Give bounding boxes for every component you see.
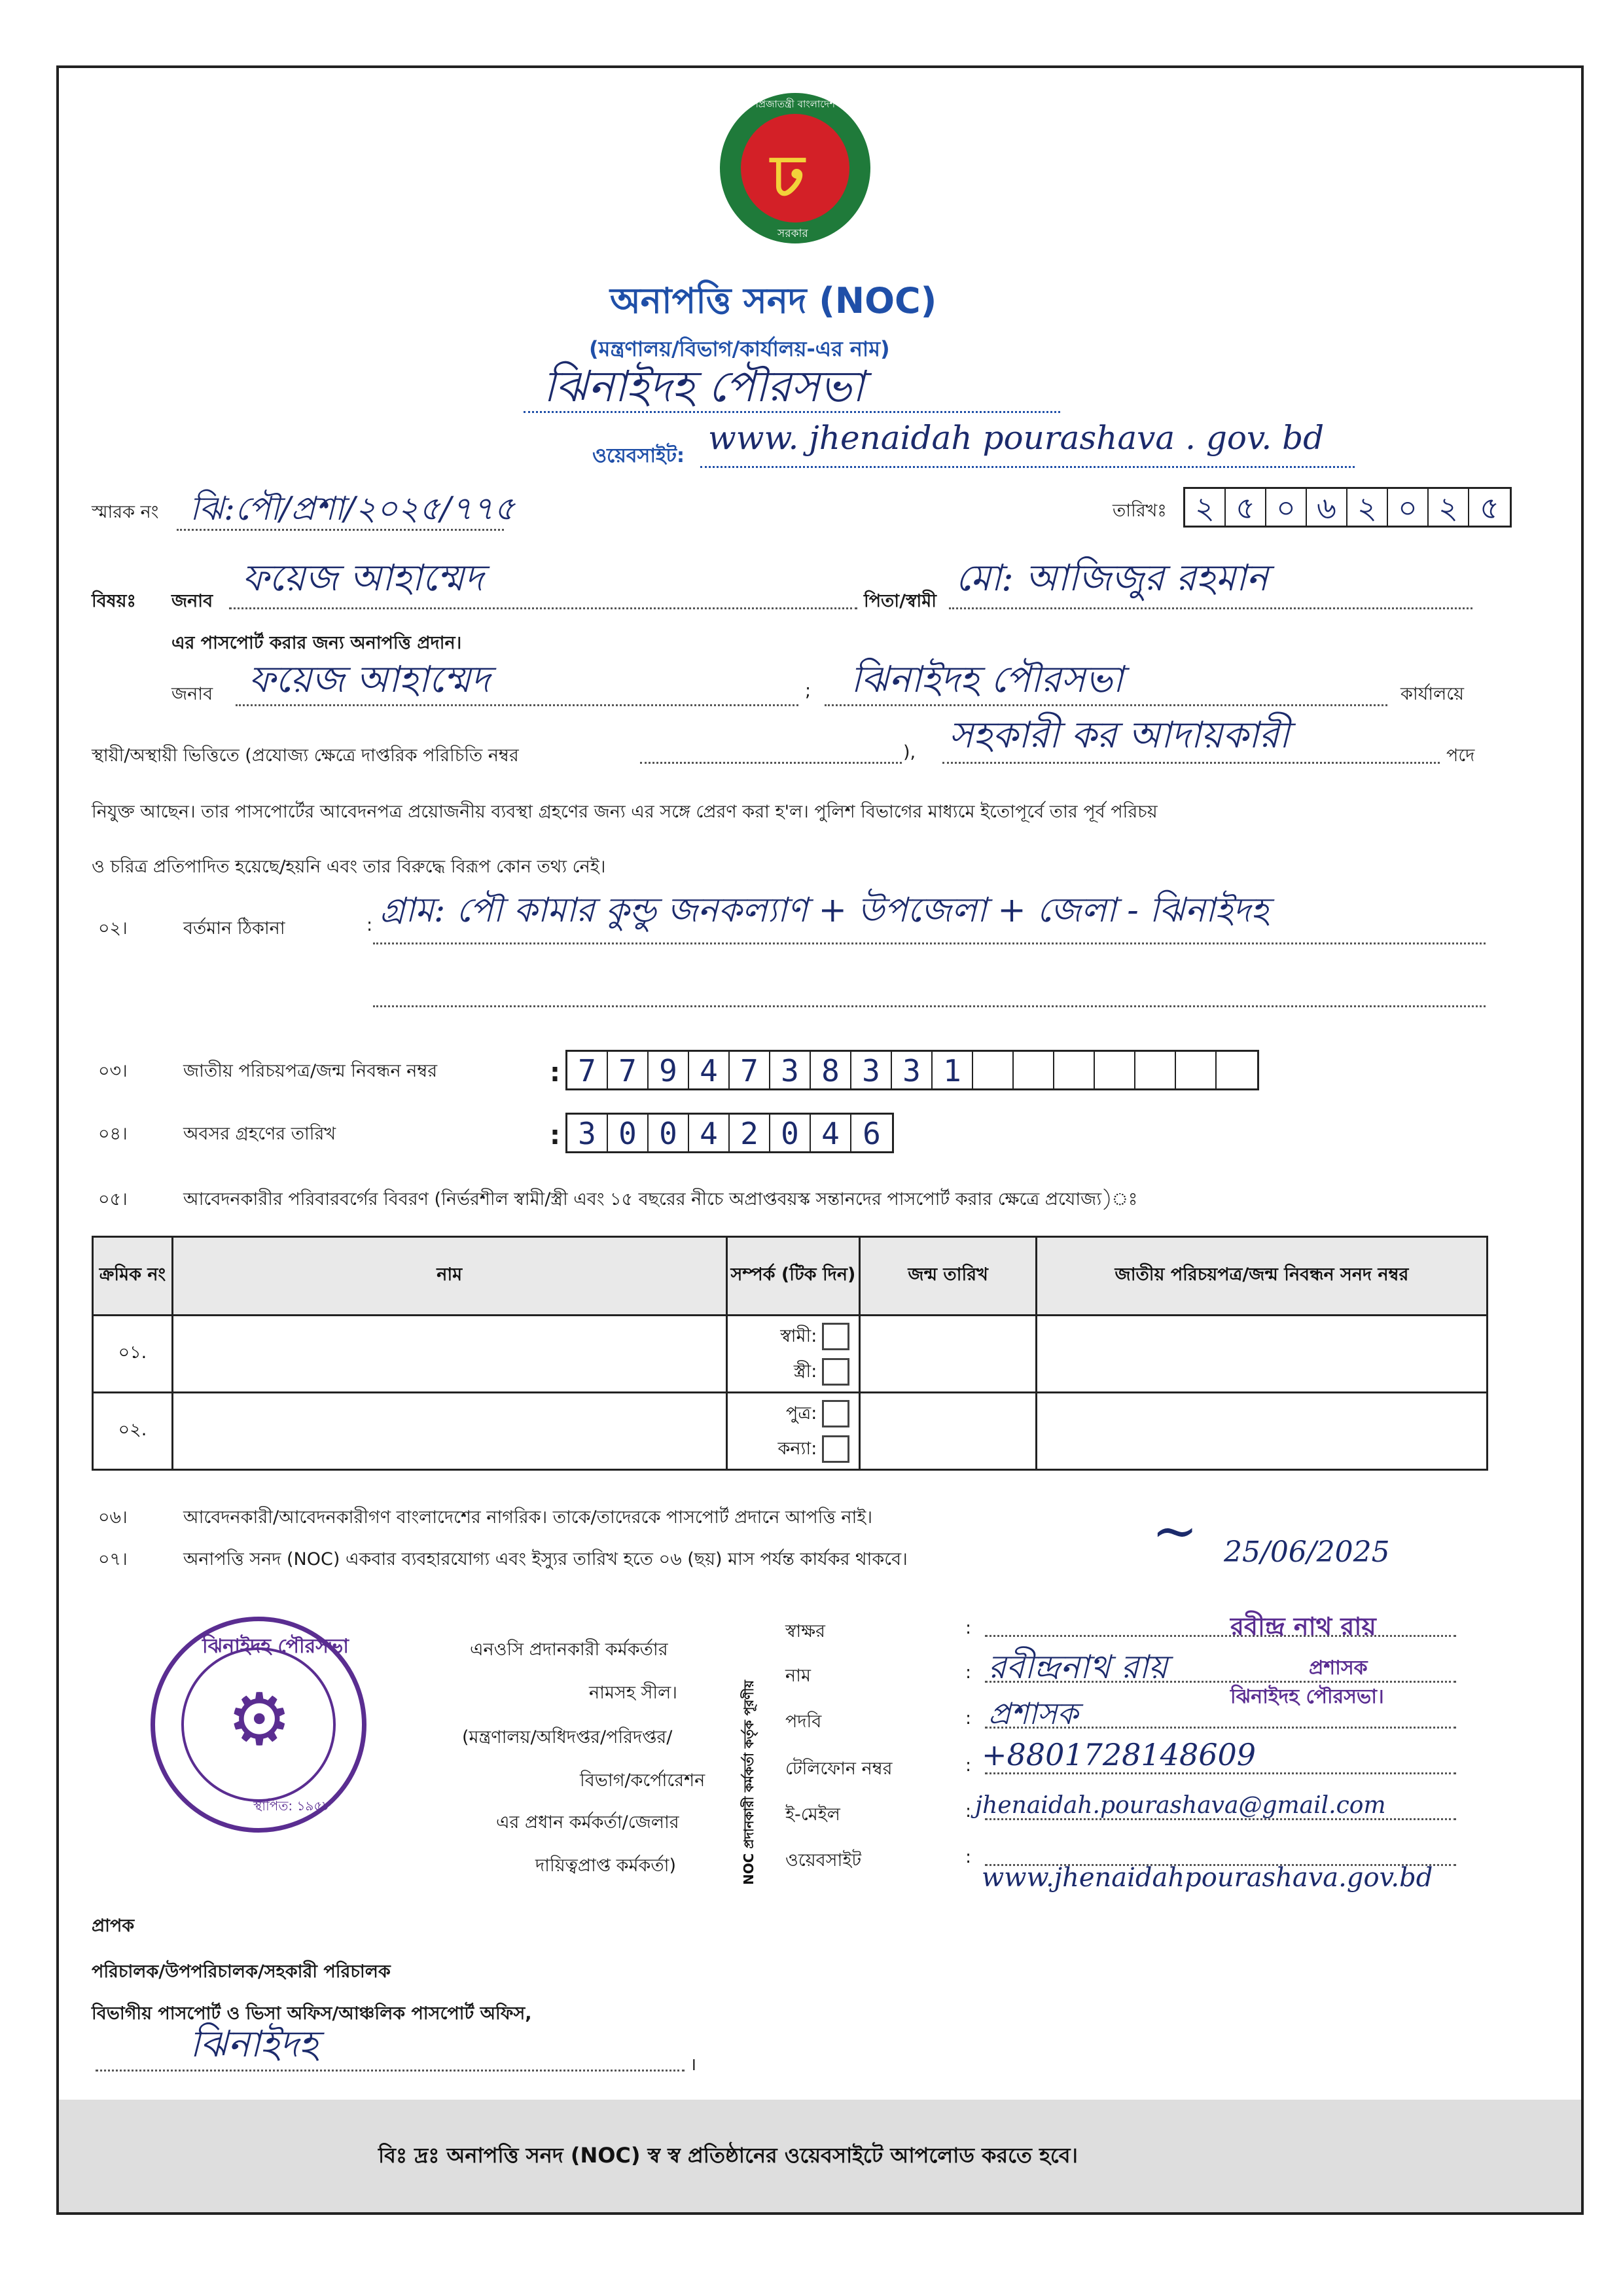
body-name-dotline	[236, 704, 798, 706]
permanent-close: ),	[903, 742, 916, 762]
item-05-number: ০৫।	[98, 1189, 128, 1210]
nid-digit: 3	[770, 1052, 811, 1088]
nid-digit: 7	[608, 1052, 649, 1088]
body-paragraph-2: ও চরিত্র প্রতিপাদিত হয়েছে/হয়নি এবং তার বিরুদ্ধে বিরূপ কোন তথ্য নেই।	[92, 857, 606, 877]
row-serial: ০১.	[93, 1316, 173, 1393]
seal-est-text: স্থাপিত: ১৯৫৮	[253, 1798, 331, 1814]
item-03-number: ০৩।	[98, 1061, 128, 1081]
row-name	[172, 1393, 726, 1470]
officer-desc-3: (মন্ত্রণালয়/অধিদপ্তর/পরিদপ্তর/	[462, 1727, 673, 1748]
item-04-label: অবসর গ্রহণের তারিখ	[183, 1124, 336, 1144]
pourashava-seal	[151, 1617, 366, 1833]
row-name	[172, 1316, 726, 1393]
vertical-noc-note: NOC প্রদানকারী কর্মকর্তা কর্তৃক পূরণীয়	[741, 1679, 757, 1885]
item-02-label: বর্তমান ঠিকানা	[183, 918, 285, 939]
relation-son-label: পুত্র:	[786, 1403, 817, 1424]
nid-boxes	[565, 1050, 1259, 1090]
phone-dotline	[985, 1772, 1456, 1774]
signature-scribble: ~	[1152, 1499, 1198, 1563]
retirement-digit: 4	[811, 1115, 851, 1151]
footer-note-bar	[59, 2100, 1581, 2212]
row-relation	[726, 1316, 860, 1393]
label-designation: পদবি	[785, 1712, 822, 1732]
father-label: পিতা/স্বামী	[864, 591, 936, 611]
retirement-digit: 3	[567, 1115, 608, 1151]
label-website: ওয়েবসাইট	[785, 1850, 862, 1871]
retirement-date-boxes	[565, 1113, 894, 1153]
colon-5: :	[965, 1801, 972, 1821]
col-birthdate: জন্ম তারিখ	[860, 1237, 1037, 1316]
date-digit: ৫	[1480, 490, 1499, 526]
table-row	[93, 1393, 1488, 1470]
body-name: ফয়েজ আহাম্মেদ	[249, 658, 490, 701]
item-03-label: জাতীয় পরিচয়পত্র/জন্ম নিবন্ধন নম্বর	[183, 1061, 438, 1081]
daughter-checkbox[interactable]	[822, 1435, 849, 1463]
date-digit: ৫	[1226, 489, 1266, 526]
item-05-label: আবেদনকারীর পরিবারবর্গের বিবরণ (নির্ভরশীল স্বামী/স্ত্রী এবং ১৫ বছরের নীচে অপ্রাপ্তবয়স্ক সন্তানদের পাসপোর্ট করার ক্ষেত্রে প্রযোজ্য)ঃ	[183, 1189, 1138, 1210]
col-name: নাম	[172, 1237, 726, 1316]
nid-digit: 4	[689, 1052, 730, 1088]
officer-phone: +8801728148609	[982, 1737, 1257, 1772]
family-table	[92, 1236, 1488, 1471]
retirement-digit: 2	[730, 1115, 770, 1151]
nid-digit	[1054, 1052, 1095, 1088]
nid-digit	[1217, 1052, 1257, 1088]
date-boxes	[1183, 487, 1512, 528]
nid-digit: 9	[649, 1052, 689, 1088]
recipient-line-2: বিভাগীয় পাসপোর্ট ও ভিসা অফিস/আঞ্চলিক পাসপোর্ট অফিস,	[92, 2003, 532, 2024]
stamp-officer-office: ঝিনাইদহ পৌরসভা।	[1230, 1685, 1384, 1708]
officer-name: রবীন্দ্রনাথ রায়	[988, 1648, 1168, 1686]
designation-dotline	[942, 762, 1440, 764]
note-06-text: আবেদনকারী/আবেদনকারীগণ বাংলাদেশের নাগরিক। তাকে/তাদেরকে পাসপোর্ট প্রদানে আপত্তি নাই।	[183, 1507, 873, 1528]
date-digit: ০	[1388, 489, 1429, 526]
nid-digit: 3	[892, 1052, 933, 1088]
memo-number: ঝি:পৌ/প্রশা/২০২৫/৭৭৫	[190, 490, 515, 528]
label-name: নাম	[785, 1666, 811, 1686]
note-06-number: ০৬।	[98, 1507, 128, 1528]
colon-3: :	[965, 1708, 972, 1729]
nid-digit: 7	[730, 1052, 770, 1088]
applicant-name: ফয়েজ আহাম্মেদ	[242, 557, 484, 600]
row-relation	[726, 1393, 860, 1470]
permanent-dotline	[640, 762, 902, 764]
item-02-colon: :	[366, 915, 373, 935]
present-address: গ্রাম: পৌ কামার কুন্ডু জনকল্যাণ + উপজেলা + জেলা - ঝিনাইদহ	[380, 891, 1269, 930]
officer-website: www.jhenaidahpourashava.gov.bd	[982, 1863, 1433, 1893]
website-value: www. jhenaidah pourashava . gov. bd	[708, 419, 1325, 457]
signature-dotline	[985, 1635, 1456, 1637]
note-07-text: অনাপত্তি সনদ (NOC) একবার ব্যবহারযোগ্য এবং ইস্যুর তারিখ হতে ০৬ (ছয়) মাস পর্যন্ত কার্যকর থাকবে।	[183, 1549, 908, 1570]
nid-digit: 7	[567, 1052, 608, 1088]
date-digit: ২	[1185, 489, 1226, 526]
label-telephone: টেলিফোন নম্বর	[785, 1759, 893, 1779]
item-03-colon: :	[550, 1058, 560, 1088]
officer-desc-6: দায়িত্বপ্রাপ্ত কর্মকর্তা)	[535, 1856, 676, 1876]
emblem-text-bottom: সরকার	[777, 227, 808, 240]
retirement-digit: 0	[608, 1115, 649, 1151]
nid-digit	[1135, 1052, 1176, 1088]
col-relation: সম্পর্ক (টিক দিন)	[726, 1237, 860, 1316]
colon-6: :	[965, 1847, 972, 1867]
nid-digit	[1014, 1052, 1054, 1088]
label-signature: স্বাক্ষর	[785, 1621, 825, 1641]
body-separator: ;	[805, 681, 812, 701]
nid-digit	[973, 1052, 1014, 1088]
item-04-colon: :	[550, 1121, 560, 1151]
office-suffix: কার্যালয়ে	[1400, 684, 1464, 704]
col-nid: জাতীয় পরিচয়পত্র/জন্ম নিবন্ধন সনদ নম্বর	[1036, 1237, 1487, 1316]
subject-text: এর পাসপোর্ট করার জন্য অনাপত্তি প্রদান।	[171, 633, 462, 653]
government-emblem: ঢ গণপ্রজাতন্ত্রী বাংলাদেশ সরকার	[720, 93, 870, 243]
date-digit: ২	[1429, 489, 1469, 526]
nid-digit: 3	[851, 1052, 892, 1088]
recipient-end: ।	[690, 2054, 697, 2075]
body-mr-label: জনাব	[171, 684, 213, 704]
signature-date: 25/06/2025	[1224, 1535, 1390, 1569]
officer-desc-4: বিভাগ/কর্পোরেশন	[580, 1770, 705, 1791]
colon-1: :	[965, 1618, 972, 1638]
row-nid	[1036, 1393, 1487, 1470]
wife-checkbox[interactable]	[822, 1358, 849, 1386]
relation-daughter-label: কন্যা:	[777, 1438, 817, 1459]
body-office: ঝিনাইদহ পৌরসভা	[851, 658, 1124, 701]
designation: সহকারী কর আদায়কারী	[949, 714, 1290, 757]
website-label: ওয়েবসাইট:	[592, 444, 685, 467]
colon-4: :	[965, 1755, 972, 1776]
nid-digit: 8	[811, 1052, 851, 1088]
father-dotline	[949, 607, 1472, 609]
colon-2: :	[965, 1662, 972, 1683]
recipient-label: প্রাপক	[92, 1916, 135, 1936]
officer-desc-5: এর প্রধান কর্মকর্তা/জেলার	[496, 1812, 679, 1833]
relation-wife-label: স্ত্রী:	[793, 1361, 817, 1382]
nid-digit	[1176, 1052, 1217, 1088]
nid-digit	[1095, 1052, 1135, 1088]
note-07-number: ০৭।	[98, 1549, 128, 1570]
item-02-number: ০২।	[98, 918, 128, 939]
label-email: ই-মেইল	[785, 1804, 840, 1825]
row-birthdate	[860, 1393, 1037, 1470]
son-checkbox[interactable]	[822, 1400, 849, 1427]
retirement-digit: 4	[689, 1115, 730, 1151]
husband-checkbox[interactable]	[822, 1323, 849, 1350]
recipient-city: ঝিনাইদহ	[190, 2023, 319, 2066]
designation-suffix: পদে	[1446, 745, 1475, 766]
body-paragraph-1: নিযুক্ত আছেন। তার পাসপোর্টের আবেদনপত্র প্রয়োজনীয় ব্যবস্থা গ্রহণের জন্য এর সঙ্গে প্রেরণ করা হ'ল। পুলিশ বিভাগের মাধ্যমে ইতোপূর্বে তার পূর্ব পরিচয়	[92, 802, 1158, 822]
nid-digit: 1	[933, 1052, 973, 1088]
office-dotline	[524, 411, 1060, 413]
office-label: (মন্ত্রণালয়/বিভাগ/কার্যালয়-এর নাম)	[589, 336, 890, 361]
date-digit: ০	[1266, 489, 1307, 526]
retirement-digit: 0	[770, 1115, 811, 1151]
recipient-line-1: পরিচালক/উপপরিচালক/সহকারী পরিচালক	[92, 1962, 391, 1982]
retirement-digit: 0	[649, 1115, 689, 1151]
row-birthdate	[860, 1316, 1037, 1393]
date-label: তারিখঃ	[1113, 501, 1167, 521]
retirement-digit: 6	[863, 1116, 881, 1151]
officer-desc-2: নামসহ সীল।	[589, 1683, 677, 1703]
stamp-officer-name: রবীন্দ্র নাথ রায়	[1230, 1612, 1376, 1641]
col-serial: ক্রমিক নং	[93, 1237, 173, 1316]
memo-dotline	[177, 529, 504, 531]
officer-email: jhenaidah.pourashava@gmail.com	[975, 1792, 1386, 1819]
recipient-dotline	[96, 2070, 685, 2072]
address-dotline-1	[373, 942, 1486, 944]
table-row	[93, 1316, 1488, 1393]
officer-desc-1: এনওসি প্রদানকারী কর্মকর্তার	[470, 1640, 668, 1660]
applicant-dotline	[229, 607, 857, 609]
seal-ring-text: ঝিনাইদহ পৌরসভা	[202, 1635, 349, 1658]
relation-husband-label: স্বামী:	[780, 1325, 817, 1346]
subject-mr-label: জনাব	[171, 591, 213, 611]
item-04-number: ০৪।	[98, 1124, 128, 1144]
officer-designation: প্রশাসক	[988, 1696, 1079, 1731]
page-title: অনাপত্তি সনদ (NOC)	[610, 280, 937, 321]
permanent-text: স্থায়ী/অস্থায়ী ভিত্তিতে (প্রযোজ্য ক্ষেত্রে দাপ্তরিক পরিচিতি নম্বর	[92, 745, 519, 766]
emblem-text-top: গণপ্রজাতন্ত্রী বাংলাদেশ	[746, 98, 836, 110]
office-name: ঝিনাইদহ পৌরসভা	[543, 361, 865, 412]
memo-label: স্মারক নং	[92, 502, 159, 522]
footer-note: বিঃ দ্রঃ অনাপত্তি সনদ (NOC) স্ব স্ব প্রতিষ্ঠানের ওয়েবসাইটে আপলোড করতে হবে।	[378, 2143, 1079, 2168]
body-office-dotline	[825, 704, 1387, 706]
family-table-header	[93, 1237, 1488, 1316]
date-digit: ৬	[1307, 489, 1347, 526]
seal-gear-icon: ⚙	[227, 1677, 292, 1761]
subject-label: বিষয়ঃ	[92, 591, 136, 611]
father-name: মো: আজিজুর রহমান	[955, 557, 1268, 600]
row-serial: ০২.	[93, 1393, 173, 1470]
website-dotline	[700, 466, 1355, 468]
stamp-officer-role: প্রশাসক	[1309, 1657, 1368, 1679]
date-digit: ২	[1347, 489, 1388, 526]
row-nid	[1036, 1316, 1487, 1393]
address-dotline-2	[373, 1005, 1486, 1007]
